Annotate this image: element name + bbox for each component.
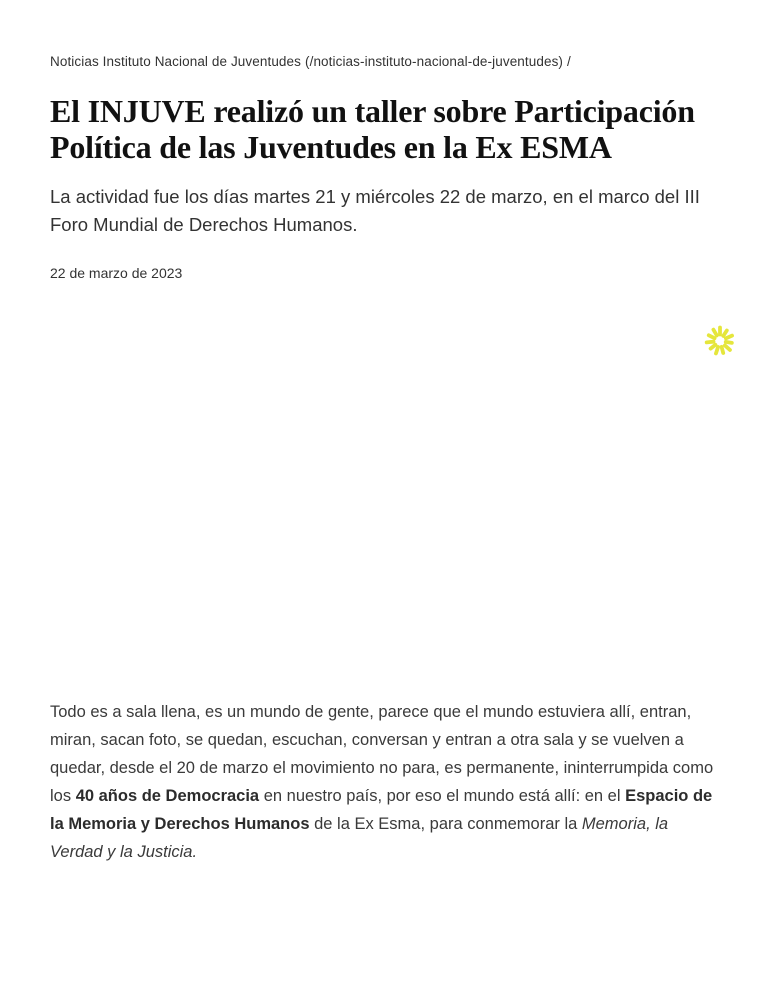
breadcrumb-separator: / <box>567 54 571 69</box>
article-date: 22 de marzo de 2023 <box>50 264 183 281</box>
body-text-segment: Todo es a sala llena, es un mundo de gente, parece que el mundo estuviera allí, entran, miran, sacan foto, se quedan, escuchan, conversan y entran a otra sala y se vuelven a quedar, desde el 20 de marzo el movimiento no para, es permanente, ininterrumpida como los <box>50 702 714 805</box>
body-text-segment: de la Ex Esma, para conmemorar la <box>309 814 582 833</box>
body-text-segment: en nuestro país, por eso el mundo está allí: en el <box>259 786 626 805</box>
breadcrumb-url: (/noticias-instituto-nacional-de-juventudes) <box>305 54 564 69</box>
article-subtitle: La actividad fue los días martes 21 y miércoles 22 de marzo, en el marco del III Foro Mundial de Derechos Humanos. <box>50 185 700 235</box>
body-italic-segment: Memoria, la Verdad y la Justicia. <box>50 814 669 861</box>
article-title: El INJUVE realizó un taller sobre Participación Política de las Juventudes en la Ex ESMA <box>50 92 695 165</box>
article-image-placeholder <box>50 302 723 670</box>
breadcrumb-link[interactable]: Noticias Instituto Nacional de Juventudes <box>50 54 301 69</box>
loading-spinner-icon <box>703 324 737 358</box>
body-bold-segment: 40 años de Democracia <box>75 786 260 805</box>
body-bold-segment: Espacio de la Memoria y Derechos Humanos <box>50 786 713 833</box>
article-body <box>50 698 723 866</box>
breadcrumb <box>50 54 723 71</box>
